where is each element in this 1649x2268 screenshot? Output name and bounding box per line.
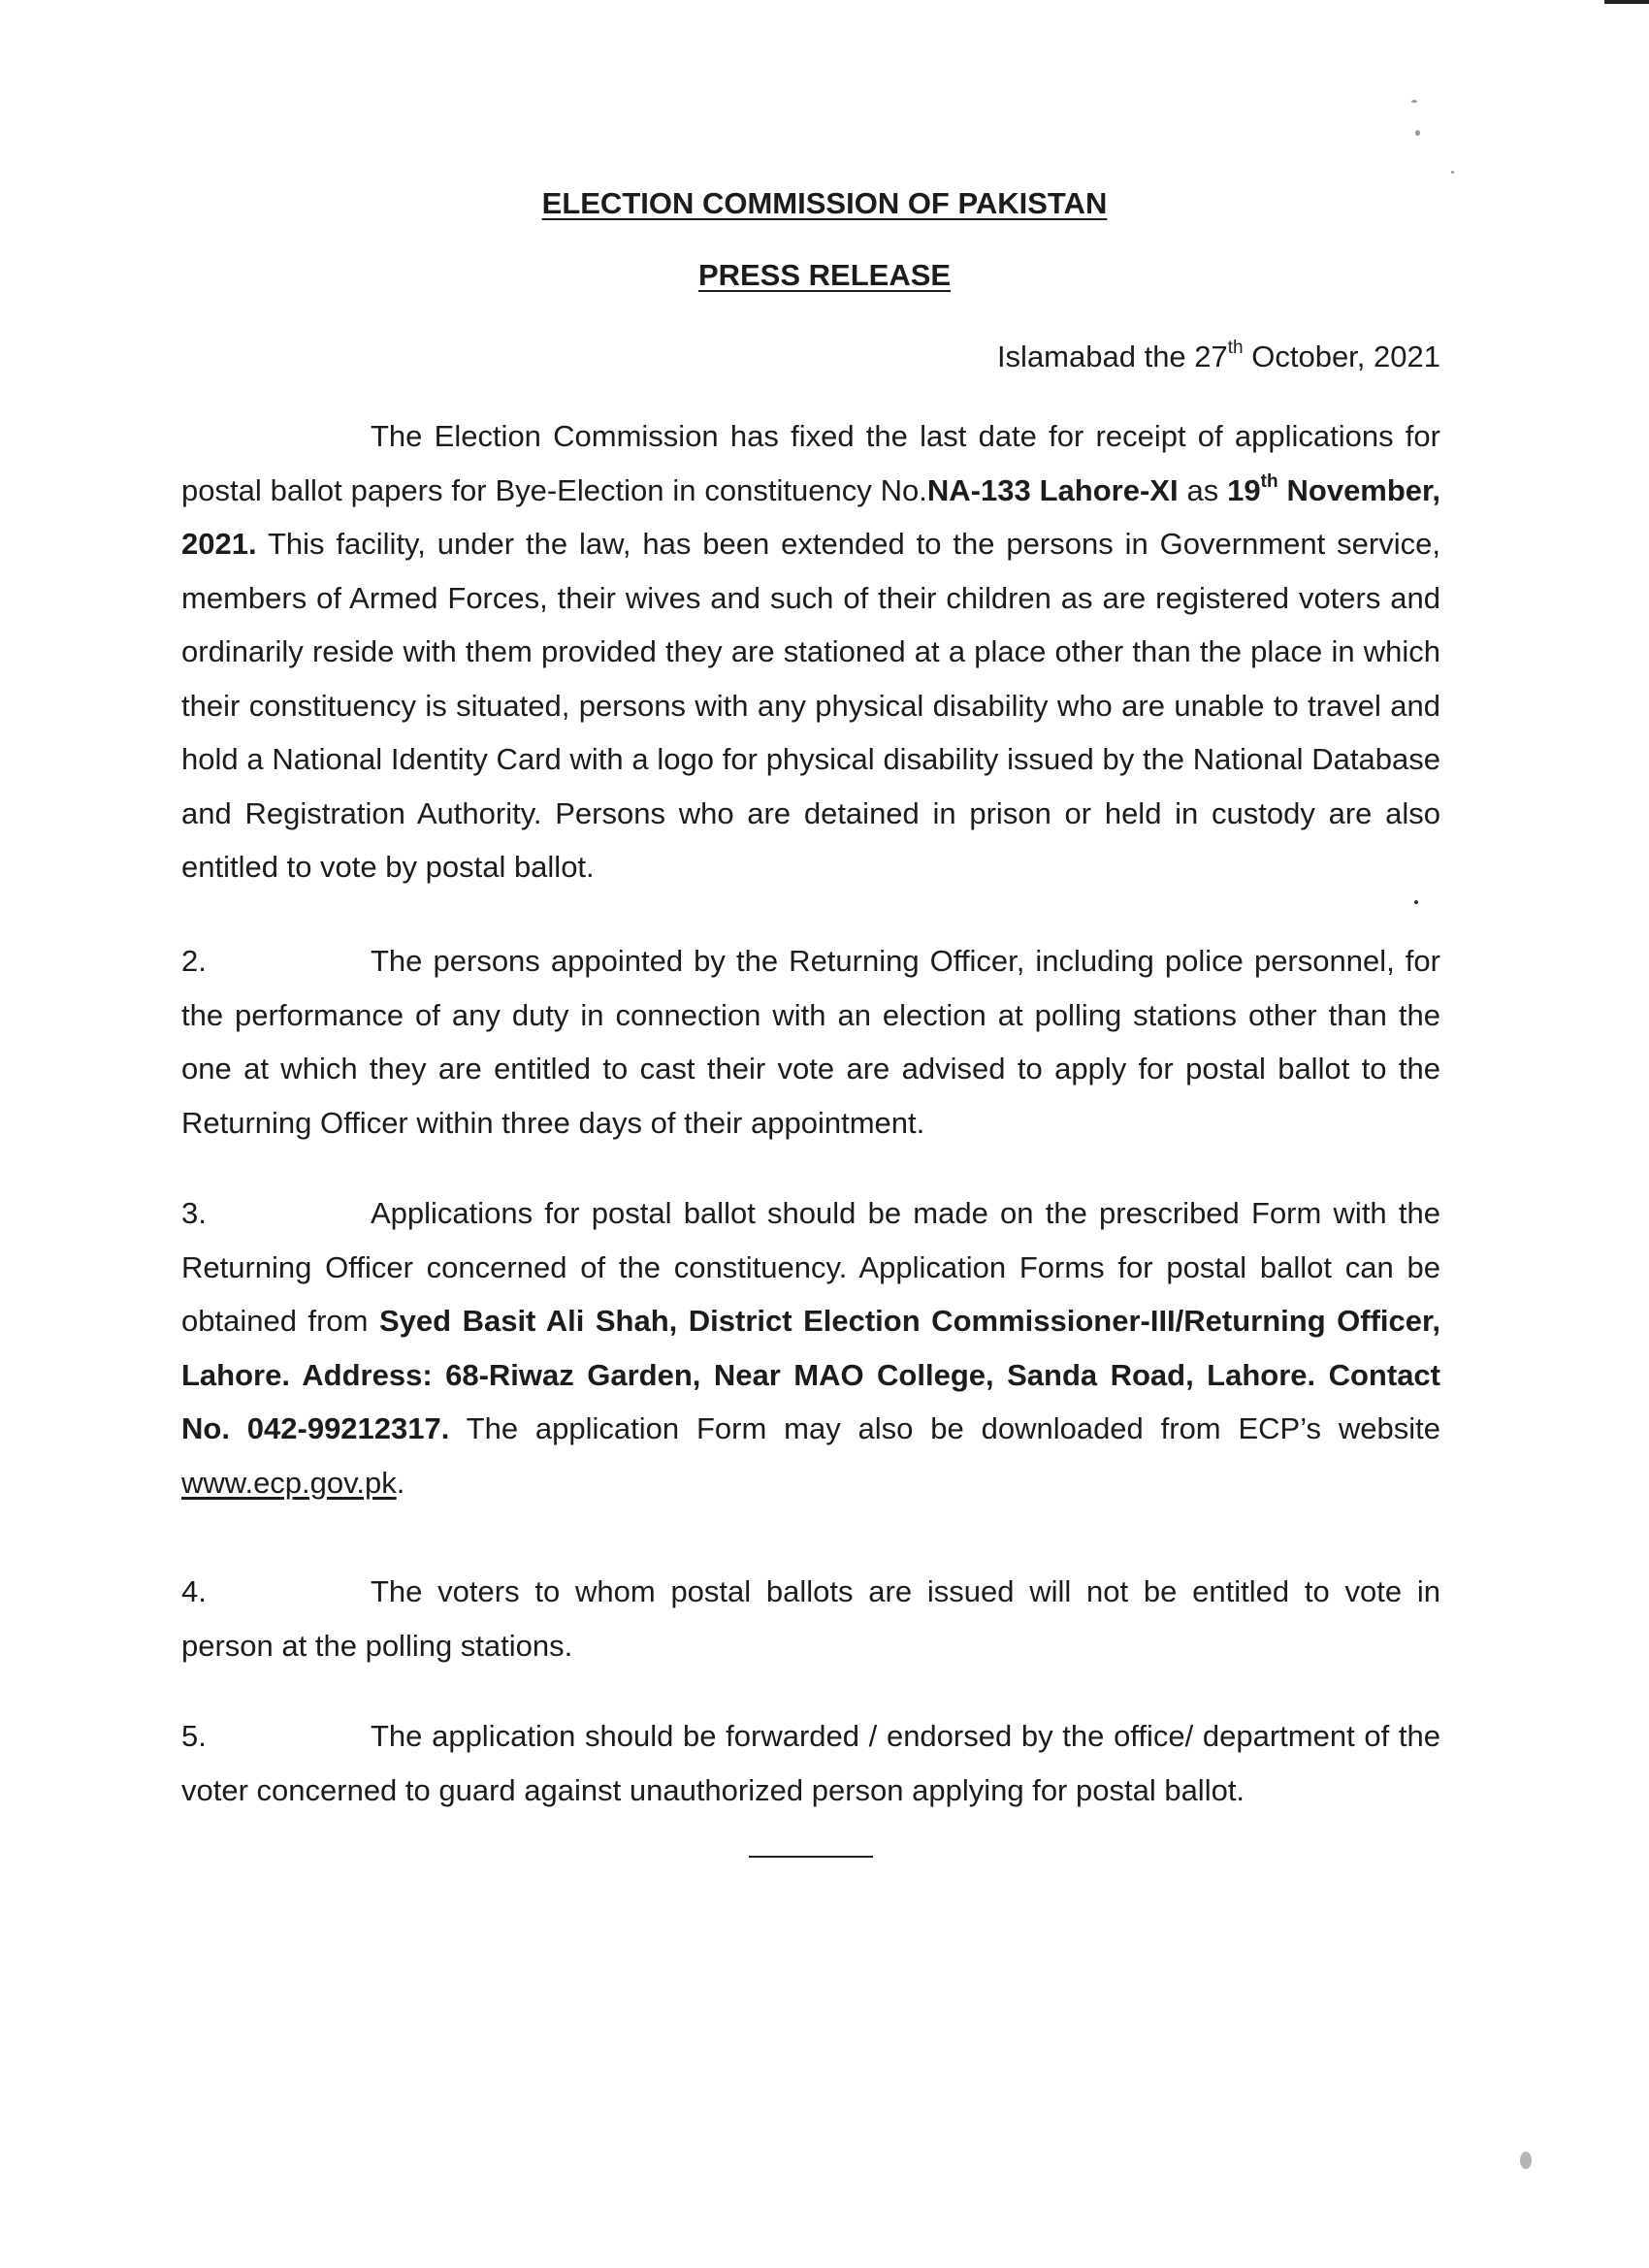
ecp-website-link[interactable]: www.ecp.gov.pk (181, 1465, 397, 1500)
organization-heading: ELECTION COMMISSION OF PAKISTAN (541, 186, 1108, 220)
paragraph-2 (181, 934, 1440, 1150)
dateline-place: Islamabad the 27 (996, 340, 1228, 373)
dateline (997, 340, 1440, 374)
paragraph-number: 5. (181, 1719, 207, 1753)
paragraph-4 (181, 1565, 1440, 1672)
deadline-day-number: 19 (1227, 472, 1261, 507)
scan-speck (1414, 900, 1418, 904)
p3-text-1: Applications for postal ballot should be made on the prescribed Form with the Returning Officer concerned of the constituency. Application Forms for postal ballot can be obtained from (181, 1196, 1440, 1338)
dateline-day-suffix: th (1227, 338, 1244, 358)
end-of-document-rule (749, 1856, 873, 1858)
constituency-name: NA-133 Lahore-XI (926, 472, 1179, 507)
deadline-month-year: November, 2021. (181, 472, 1441, 561)
p3-text-3: . (396, 1465, 405, 1500)
paragraph-5-text: The application should be forwarded / endorsed by the office/ department of the voter concerned to guard against unauthorized person applying for postal ballot. (181, 1719, 1440, 1807)
dateline-month-year: October, 2021 (1243, 340, 1440, 373)
scan-edge-mark (1604, 0, 1649, 4)
p1-text-1: The Election Commission has fixed the last date for receipt of applications for postal ballot papers for Bye-Election in constituency No. (181, 419, 1440, 507)
paragraph-4-text: The voters to whom postal ballots are issued will not be entitled to vote in person at the polling stations. (181, 1574, 1440, 1663)
scan-speck (1520, 2152, 1532, 2169)
scan-speck (1451, 171, 1454, 174)
scan-speck (1411, 100, 1417, 103)
p1-text-2: as (1178, 472, 1228, 507)
p3-text-2: The application Form may also be downloaded from ECP’s website (449, 1411, 1440, 1445)
paragraph-number: 2. (181, 944, 207, 978)
p1-text-3: This facility, under the law, has been extended to the persons in Government service, members of Armed Forces, their wives and such of their children as are registered voters and ordinarily reside with them provided they are stationed at a place other than the place in which their constituency is situated, persons with any physical disability who are unable to travel and hold a National Identity Card with a logo for physical disability issued by the National Database and Registration Authority. Persons who are detained in prison or held in custody are also entitled to vote by postal ballot. (181, 527, 1440, 884)
paragraph-2-text: The persons appointed by the Returning Officer, including police personnel, for the performance of any duty in connection with an election at polling stations other than the one at which they are entitled to cast their vote are advised to apply for postal ballot to the Returning Officer within three days of their appointment. (181, 944, 1440, 1140)
press-release-heading: PRESS RELEASE (697, 258, 952, 292)
paragraph-number: 3. (181, 1196, 207, 1230)
deadline-day-suffix: th (1260, 470, 1278, 492)
paragraph-1 (181, 409, 1440, 894)
scan-speck (1415, 130, 1420, 136)
paragraph-number: 4. (181, 1574, 207, 1608)
paragraph-3 (181, 1186, 1440, 1509)
paragraph-5 (181, 1709, 1440, 1817)
returning-officer-contact: Syed Basit Ali Shah, District Election Commissioner-III/Returning Officer, Lahore. Address: 68-Riwaz Garden, Near MAO College, Sanda Road, Lahore. Contact No. 042-99212317. (181, 1304, 1440, 1445)
